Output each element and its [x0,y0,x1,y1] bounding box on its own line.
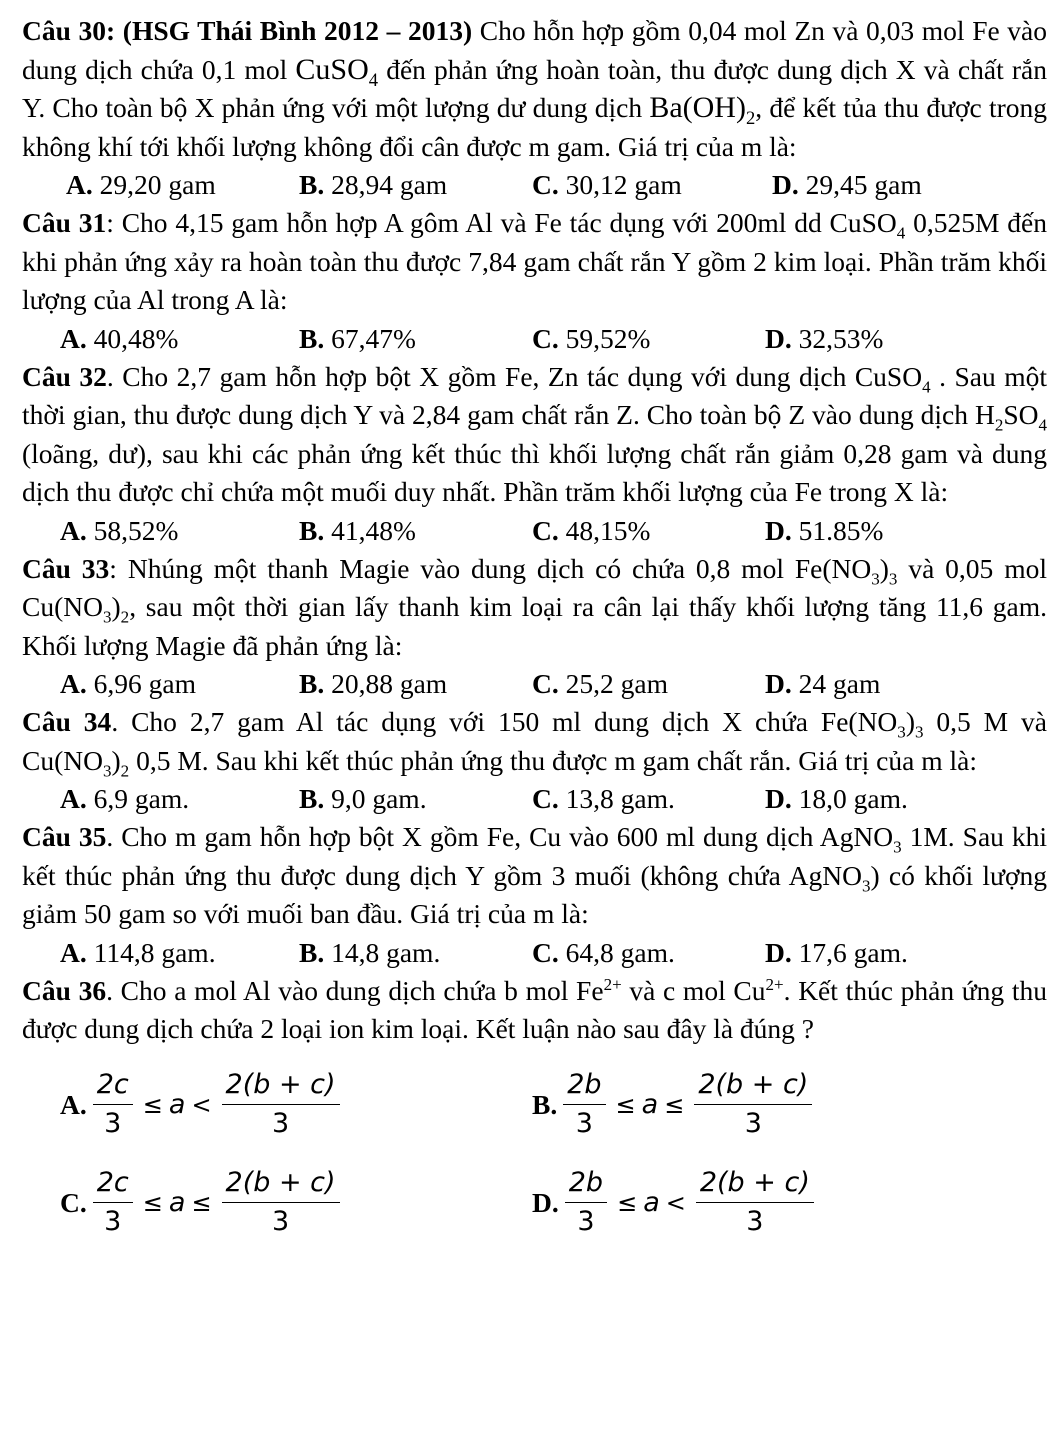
question-stem [22,12,1047,166]
option-a[interactable]: A. 58,52% [60,514,179,546]
answer-options [22,166,1047,204]
option-c[interactable]: C. 13,8 gam. [532,783,675,814]
question-label: Câu 33 [22,552,110,584]
chem-formula: CuSO$_4$ [295,52,379,91]
option-b[interactable]: B. 20,88 gam [299,668,448,699]
question-32 [22,358,1047,550]
option-d[interactable]: D. 17,6 gam. [765,936,908,968]
option-d[interactable]: D. 32,53% [765,322,884,354]
question-31 [22,204,1047,358]
question-label: Câu 30 [22,15,107,46]
question-label: Câu 32 [22,360,107,392]
option-a[interactable]: A. 40,48% [60,322,179,354]
question-30 [22,12,1047,204]
fraction: $\frac{2(b + c)}{3}$ [222,1069,340,1140]
answer-options [22,934,1047,972]
question-label: Câu 36 [22,974,107,1006]
fraction: $\frac{2(b + c)}{3}$ [222,1167,340,1238]
fraction: $\frac{2c}{3}$ [93,1069,133,1140]
option-b[interactable]: B. 9,0 gam. [299,783,427,814]
question-34 [22,703,1047,818]
answer-options [22,780,1047,818]
question-35 [22,818,1047,972]
option-b[interactable]: B. 28,94 gam [299,169,448,200]
option-a[interactable]: A. $\frac{2c}{3}$ ≤ a < $\frac{2(b + c)}{3}$ [60,1059,346,1151]
fraction: $\frac{2b}{3}$ [563,1069,605,1140]
chem-formula: $Ba(OH)_2$ [649,91,756,129]
option-c[interactable]: C. $\frac{2c}{3}$ ≤ a ≤ $\frac{2(b + c)}{3}$ [60,1157,346,1249]
option-c[interactable]: C. 30,12 gam [532,169,682,200]
question-stem: Câu 33: Nhúng một thanh Magie vào dung dịch có chứa 0,8 mol $Fe(NO_3)_3$ và 0,05 mol $Cu(NO_3)_2$, sau một thời gian lấy thanh kim loại ra cân lại thấy khối lượng tăng 11,6 gam. Khối lượng Magie đã phản ứng là: [22,552,1047,661]
option-b[interactable]: B. 14,8 gam. [299,936,441,968]
question-label: Câu 31 [22,207,107,238]
option-a[interactable]: A. 29,20 gam [66,169,216,200]
option-b[interactable]: B. $\frac{2b}{3}$ ≤ a ≤ $\frac{2(b + c)}{3}$ [532,1059,818,1151]
option-b[interactable]: B. 41,48% [299,514,416,546]
option-a[interactable]: A. 114,8 gam. [60,936,216,968]
answer-options [22,512,1047,550]
option-c[interactable]: C. 48,15% [532,514,651,546]
worksheet-page [22,12,1047,1249]
fraction: $\frac{2(b + c)}{3}$ [696,1167,814,1238]
question-stem: Câu 32. Cho 2,7 gam hỗn hợp bột X gồm Fe, Zn tác dụng với dung dịch CuSO$_4$ . Sau một thời gian, thu được dung dịch Y và 2,84 gam chất rắn Z. Cho toàn bộ Z vào dung dịch $H_2SO_4$ (loãng, dư), sau khi các phản ứng kết thúc thì khối lượng chất rắn giảm 0,28 gam và dung dịch thu được chỉ chứa một muối duy nhất. Phần trăm khối lượng của Fe trong X là: [22,360,1048,507]
option-d[interactable]: D. 24 gam [765,668,881,699]
option-b[interactable]: B. 67,47% [299,322,416,354]
question-stem: Câu 31: Cho 4,15 gam hỗn hợp A gôm Al và Fe tác dụng với 200ml dd CuSO$_4$ 0,525M đến khi phản ứng xảy ra hoàn toàn thu được 7,84 gam chất rắn Y gồm 2 kim loại. Phần trăm khối lượng của Al trong A là: [22,207,1047,315]
stem-text: đến phản ứng hoàn toàn, thu được dung dịch X và chất rắn Y. Cho toàn bộ X phản ứng với một lượng dư dung dịch [22,53,1047,123]
answer-options [22,1157,1047,1249]
fraction: $\frac{2c}{3}$ [93,1167,133,1238]
option-c[interactable]: C. 25,2 gam [532,668,668,699]
option-d[interactable]: D. 18,0 gam. [765,783,908,814]
stem-text: , để kết tủa thu được trong không khí tới khối lượng không đổi cân được m gam. Giá trị của m là: [22,92,1047,162]
question-33 [22,550,1047,704]
question-stem: Câu 35. Cho m gam hỗn hợp bột X gồm Fe, Cu vào 600 ml dung dịch AgNO$_3$ 1M. Sau khi kết thúc phản ứng thu được dung dịch Y gồm 3 muối (không chứa AgNO$_3$) có khối lượng giảm 50 gam so với muối ban đầu. Giá trị của m là: [22,821,1048,929]
question-36 [22,972,1047,1249]
answer-options [22,1059,1047,1151]
fraction: $\frac{2(b + c)}{3}$ [694,1069,812,1140]
question-stem: Câu 36. Cho a mol Al vào dung dịch chứa b mol $Fe^{2+}$ và c mol $Cu^{2+}$. Kết thúc phản ứng thu được dung dịch chứa 2 loại ion kim loại. Kết luận nào sau đây là đúng ? [22,974,1048,1044]
option-c[interactable]: C. 59,52% [532,322,651,354]
answer-options [22,665,1047,703]
option-d[interactable]: D. 29,45 gam [772,169,922,200]
question-label: Câu 35 [22,821,107,852]
option-d[interactable]: D. 51.85% [765,514,884,546]
question-label: Câu 34 [22,706,112,737]
answer-options [22,320,1047,358]
question-source: : (HSG Thái Bình 2012 – 2013) [106,15,473,46]
option-d[interactable]: D. $\frac{2b}{3}$ ≤ a < $\frac{2(b + c)}{3}$ [532,1157,820,1249]
fraction: $\frac{2b}{3}$ [565,1167,607,1238]
option-c[interactable]: C. 64,8 gam. [532,936,675,968]
option-a[interactable]: A. 6,9 gam. [60,783,190,814]
option-a[interactable]: A. 6,96 gam [60,668,196,699]
stem-text: Cho hỗn hợp gồm 0,04 mol Zn và 0,03 mol Fe vào dung dịch chứa 0,1 mol [22,15,1048,85]
question-stem: Câu 34. Cho 2,7 gam Al tác dụng với 150 ml dung dịch X chứa $Fe(NO_3)_3$ 0,5 M và $Cu(NO_3)_2$ 0,5 M. Sau khi kết thúc phản ứng thu được m gam chất rắn. Giá trị của m là: [22,706,1047,780]
